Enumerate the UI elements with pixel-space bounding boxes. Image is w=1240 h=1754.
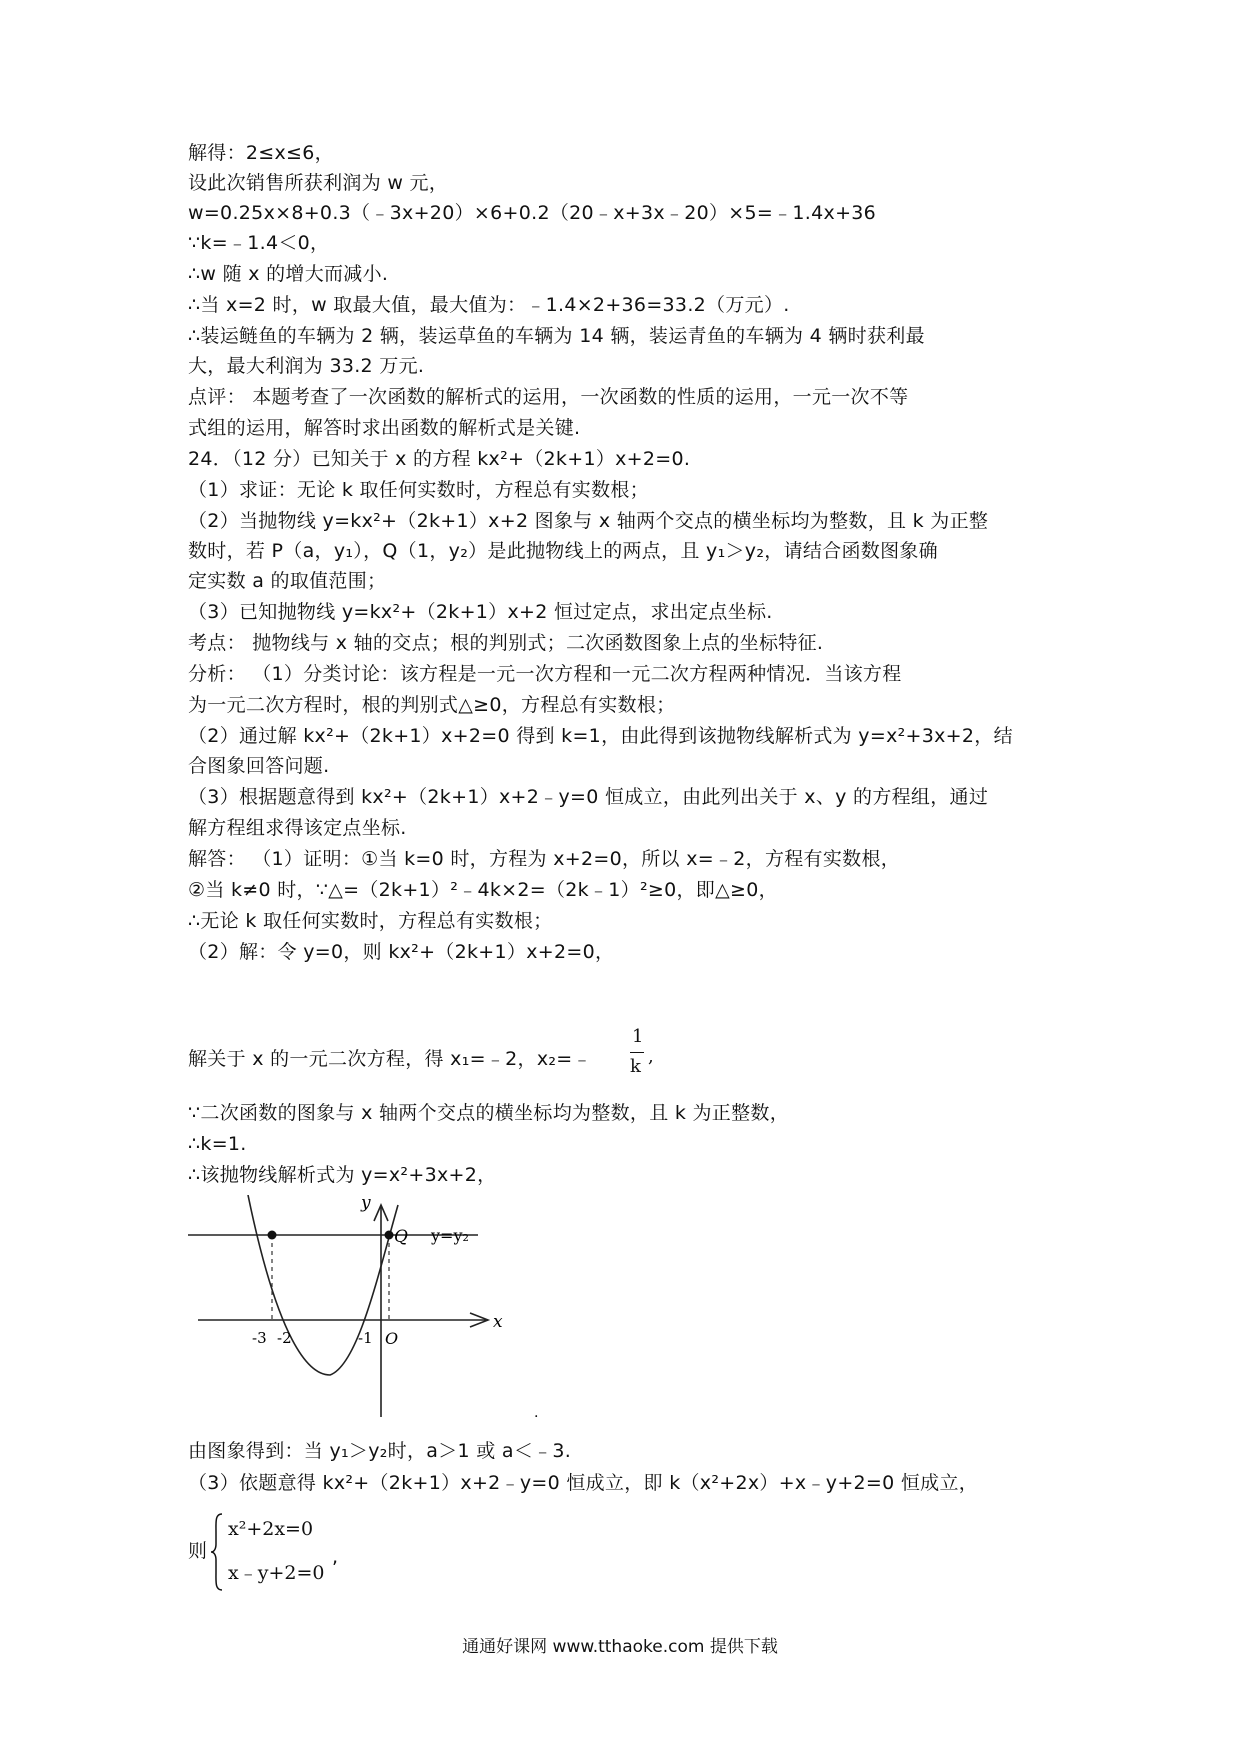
label-q: Q: [394, 1227, 408, 1247]
system-equation-1: x²+2x=0: [228, 1518, 314, 1540]
text-line: 解得：2≤x≤6，: [188, 142, 334, 164]
text-line: ∴装运鲢鱼的车辆为 2 辆，装运草鱼的车辆为 14 辆，装运青鱼的车辆为 4 辆时获利最: [188, 325, 925, 347]
text-line: 由图象得到：当 y₁＞y₂时，a＞1 或 a＜﹣3.: [188, 1440, 572, 1462]
label-origin: O: [385, 1329, 399, 1348]
text-line: 解方程组求得该定点坐标.: [188, 817, 407, 839]
system-comma: ,: [332, 1546, 339, 1568]
fraction-denominator: k: [630, 1056, 641, 1077]
text-line: 式组的运用，解答时求出函数的解析式是关键.: [188, 417, 581, 439]
fraction-one-over-k: [618, 1026, 658, 1090]
question-24-title: 24．（12 分）已知关于 x 的方程 kx²+（2k+1）x+2=0.: [188, 448, 691, 470]
text-line: ∴k=1.: [188, 1133, 247, 1155]
label-minus-3: -3: [252, 1329, 267, 1347]
fraction-bar: [630, 1052, 644, 1053]
graph-trailing-dot: .: [534, 1405, 539, 1421]
text-line: ∴该抛物线解析式为 y=x²+3x+2，: [188, 1164, 497, 1186]
text-line: 合图象回答问题.: [188, 755, 330, 777]
text-line: ∴当 x=2 时，w 取最大值，最大值为：﹣1.4×2+36=33.2（万元）.: [188, 294, 790, 316]
parabola-curve: [248, 1195, 398, 1375]
point-q: [385, 1231, 394, 1240]
label-line-y2: y=y₂: [431, 1226, 469, 1245]
label-minus-1: -1: [358, 1329, 373, 1347]
point-p: [268, 1231, 277, 1240]
text-line: （2）当抛物线 y=kx²+（2k+1）x+2 图象与 x 轴两个交点的横坐标均为整数，且 k 为正整: [188, 510, 989, 532]
text-line: 解答： （1）证明：①当 k=0 时，方程为 x+2=0，所以 x=﹣2，方程有实数根，: [188, 848, 901, 870]
text-line: ∴无论 k 取任何实数时，方程总有实数根；: [188, 910, 553, 932]
fraction-numerator: 1: [632, 1026, 644, 1047]
text-line: 数时，若 P（a，y₁），Q（1，y₂）是此抛物线上的两点，且 y₁＞y₂，请结合函数图象确: [188, 540, 938, 562]
text-line: 设此次销售所获利润为 w 元，: [188, 172, 449, 194]
text-line: ∴w 随 x 的增大而减小.: [188, 263, 389, 285]
text-line: ∵二次函数的图象与 x 轴两个交点的横坐标均为整数，且 k 为正整数，: [188, 1102, 789, 1124]
text-line: ∵k=﹣1.4＜0，: [188, 232, 330, 254]
text-line: w=0.25x×8+0.3（﹣3x+20）×6+0.2（20﹣x+3x﹣20）×5=﹣1.4x+36: [188, 202, 877, 224]
text-line: （1）求证：无论 k 取任何实数时，方程总有实数根；: [188, 479, 649, 501]
text-line: （3）根据题意得到 kx²+（2k+1）x+2﹣y=0 恒成立，由此列出关于 x、y 的方程组，通过: [188, 786, 989, 808]
text-line: 点评： 本题考查了一次函数的解析式的运用，一次函数的性质的运用，一元一次不等: [188, 386, 909, 408]
label-x: x: [493, 1312, 503, 1332]
parabola-graph: [188, 1195, 548, 1425]
text-line: （3）已知抛物线 y=kx²+（2k+1）x+2 恒过定点，求出定点坐标.: [188, 601, 773, 623]
left-brace-icon: [210, 1512, 224, 1592]
text-line: （2）解：令 y=0，则 kx²+（2k+1）x+2=0，: [188, 941, 615, 963]
text-line: 解关于 x 的一元二次方程，得 x₁=﹣2，x₂=﹣: [188, 1048, 592, 1070]
text-line: （2）通过解 kx²+（2k+1）x+2=0 得到 k=1，由此得到该抛物线解析式为 y=x²+3x+2，结: [188, 725, 1013, 747]
text-line: 大，最大利润为 33.2 万元.: [188, 355, 425, 377]
fraction-comma: ,: [648, 1046, 654, 1067]
text-line: ②当 k≠0 时，∵△=（2k+1）²﹣4k×2=（2k﹣1）²≥0，即△≥0，: [188, 879, 778, 901]
label-minus-2: -2: [277, 1329, 292, 1347]
text-line: 考点： 抛物线与 x 轴的交点；根的判别式；二次函数图象上点的坐标特征.: [188, 632, 824, 654]
text-line: 为一元二次方程时，根的判别式△≥0，方程总有实数根；: [188, 694, 676, 716]
system-prefix: 则: [188, 1540, 208, 1562]
text-line: （3）依题意得 kx²+（2k+1）x+2﹣y=0 恒成立，即 k（x²+2x）+x﹣y+2=0 恒成立，: [188, 1472, 979, 1494]
equation-system: [188, 1512, 388, 1592]
text-line: 分析： （1）分类讨论：该方程是一元一次方程和一元二次方程两种情况．当该方程: [188, 663, 902, 685]
page-footer: 通通好课网 www.tthaoke.com 提供下载: [462, 1637, 778, 1657]
text-line: 定实数 a 的取值范围；: [188, 570, 387, 592]
parabola-svg: [188, 1195, 548, 1425]
label-y: y: [361, 1195, 371, 1213]
system-equation-2: x﹣y+2=0: [228, 1562, 325, 1584]
